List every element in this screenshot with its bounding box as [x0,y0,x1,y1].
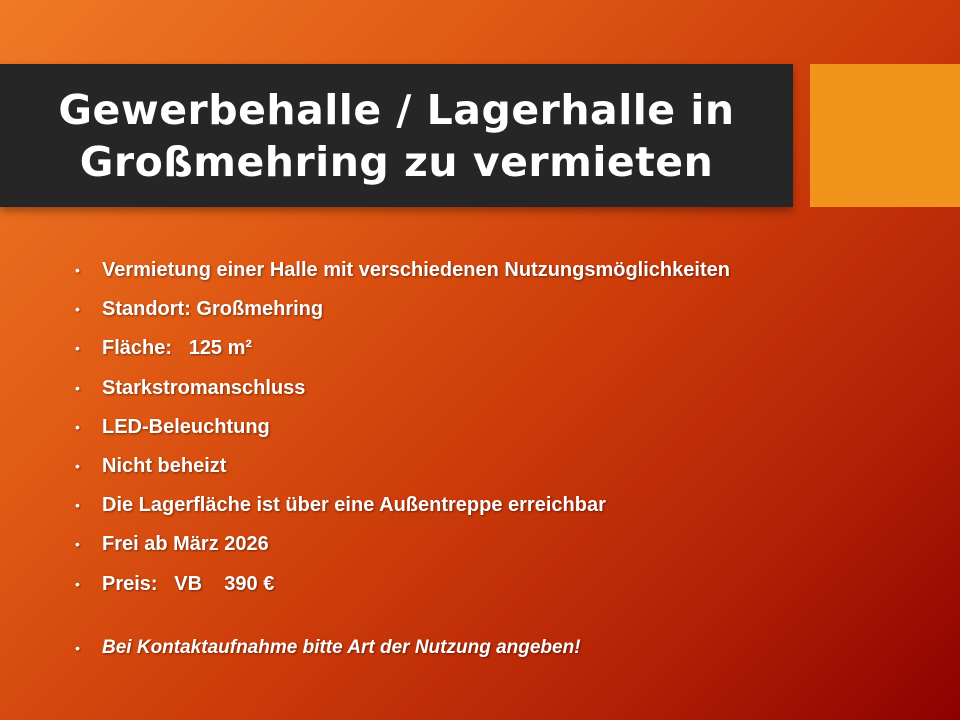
accent-block [810,64,960,207]
bullet-text: Die Lagerfläche ist über eine Außentreppe erreichbar [102,494,606,517]
contact-note-text: Bei Kontaktaufnahme bitte Art der Nutzung angeben! [102,637,581,658]
contact-note [75,630,581,669]
bullet-dot-icon: • [75,575,80,592]
bullet-text: Nicht beheizt [102,454,227,477]
bullet-dot-icon: • [75,340,80,357]
bullet-dot-icon: • [75,379,80,396]
bullet-text: Frei ab März 2026 [102,533,269,556]
bullet-item-access [75,487,730,526]
bullet-item-price [75,566,730,605]
bullet-dot-icon: • [75,640,80,656]
bullet-text: LED-Beleuchtung [102,415,270,438]
bullet-text: Fläche: 125 m² [102,337,253,360]
bullet-text: Preis: VB 390 € [102,572,275,595]
bullet-text: Vermietung einer Halle mit verschiedenen Nutzungsmöglichkeiten [102,259,730,281]
bullet-dot-icon: • [75,536,80,553]
bullet-item-heating [75,448,730,487]
bullet-item-power [75,370,730,409]
title-bar [0,64,793,207]
bullet-dot-icon: • [75,301,80,318]
bullet-text: Starkstromanschluss [102,376,306,399]
bullet-item-lighting [75,409,730,448]
bullet-list [75,252,730,605]
bullet-dot-icon: • [75,497,80,514]
slide-title: Gewerbehalle / Lagerhalle in Großmehring zu vermieten [58,85,735,186]
bullet-item-rental [75,252,730,291]
bullet-dot-icon: • [75,262,80,278]
bullet-item-availability [75,526,730,565]
bullet-item-location [75,291,730,330]
bullet-dot-icon: • [75,418,80,435]
bullet-text: Standort: Großmehring [102,298,324,321]
bullet-dot-icon: • [75,457,80,474]
bullet-item-area [75,330,730,369]
contact-note-list [75,630,581,669]
